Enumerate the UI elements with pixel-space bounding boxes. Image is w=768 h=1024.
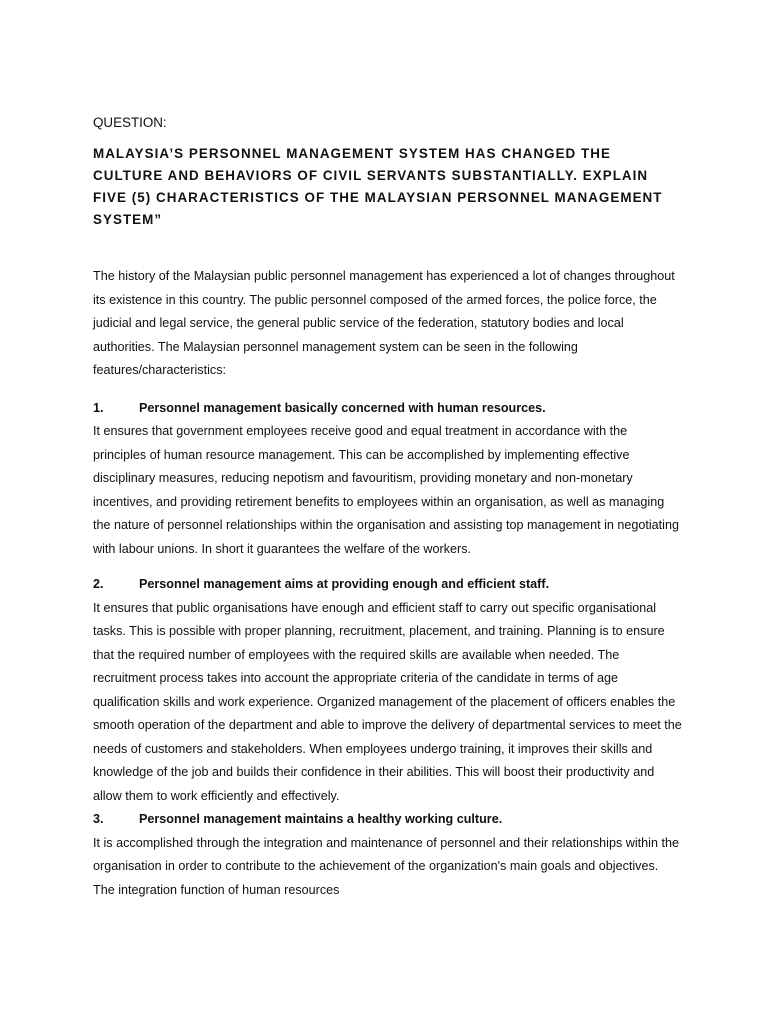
section-body: It ensures that public organisations have enough and efficient staff to carry out specific organisational tasks. This is possible with proper planning, recruitment, placement, and training. Planning is to ensure that the required number of employees with the required skills are available when needed. The recruitment process takes into account the appropriate criteria of the candidate in terms of age qualification skills and work experience. Organized management of the placement of officers enables the smooth operation of the department and able to improve the delivery of departmental services to meet the needs of customers and stakeholders. When employees undergo training, it improves their skills and knowledge of the job and builds their confidence in their abilities. This will boost their productivity and allow them to work efficiently and effectively. [93,600,682,803]
section-3 [93,808,683,902]
section-body: It is accomplished through the integration and maintenance of personnel and their relationships within the organisation in order to contribute to the achievement of the organization's main goals and objectives. The integration function of human resources [93,835,679,897]
document-content [93,114,683,902]
section-number: 1. [93,400,104,415]
section-heading [93,397,683,421]
section-body: It ensures that government employees receive good and equal treatment in accordance with the principles of human resource management. This can be accomplished by implementing effective disciplinary measures, reducing nepotism and favouritism, providing monetary and non-monetary incentives, and providing retirement benefits to employees within an organisation, as well as managing the nature of personnel relationships within the organisation and assisting top management in negotiating with labour unions. In short it guarantees the welfare of the workers. [93,424,679,556]
question-title: MALAYSIA’S PERSONNEL MANAGEMENT SYSTEM HAS CHANGED THE CULTURE AND BEHAVIORS OF CIVIL SERVANTS SUBSTANTIALLY. EXPLAIN FIVE (5) CHARACTERISTICS OF THE MALAYSIAN PERSONNEL MANAGEMENT SYSTEM” [93,146,663,227]
section-1 [93,397,683,562]
section-heading [93,573,683,597]
section-heading [93,808,683,832]
section-2 [93,573,683,808]
section-number: 2. [93,577,104,591]
question-label: QUESTION: [93,115,167,130]
intro-paragraph: The history of the Malaysian public personnel management has experienced a lot of changes throughout its existence in this country. The public personnel composed of the armed forces, the police force, the judicial and legal service, the general public service of the federation, statutory bodies and local authorities. The Malaysian personnel management system can be seen in the following features/characteristics: [93,269,675,377]
section-number: 3. [93,812,104,826]
section-title: Personnel management aims at providing enough and efficient staff. [139,577,550,591]
section-title: Personnel management maintains a healthy working culture. [139,812,503,826]
section-title: Personnel management basically concerned with human resources. [139,400,546,415]
